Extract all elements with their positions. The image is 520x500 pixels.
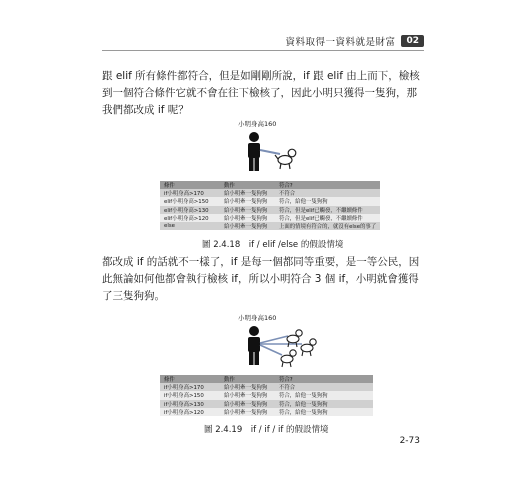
table-row	[160, 391, 373, 399]
table-cell: elif小明身高>120	[160, 214, 220, 222]
table-cell: 符合，但是elif已觸發，不繼續條件	[275, 206, 380, 214]
table-row	[160, 383, 373, 391]
column-header: 條件	[160, 181, 220, 189]
table-row	[160, 400, 373, 408]
table-row	[160, 197, 380, 205]
table-cell: 給小明牽一隻狗狗	[220, 408, 275, 416]
table-cell: 符合，但是elif已觸發，不繼續條件	[275, 214, 380, 222]
table-cell: 符合，給他一隻狗狗	[275, 391, 373, 399]
figure-title: 小明身高160	[238, 314, 277, 322]
table-cell: if小明身高>150	[160, 391, 220, 399]
dog-icon	[281, 350, 296, 367]
table-cell: if小明身高>170	[160, 189, 220, 197]
table-row	[160, 408, 373, 416]
person-three-dogs-illustration	[240, 324, 320, 368]
table-row	[160, 222, 380, 230]
table-row	[160, 206, 380, 214]
figure-title: 小明身高160	[238, 120, 277, 128]
table-cell: 給小明牽一隻狗狗	[220, 222, 275, 230]
header-divider	[102, 50, 424, 51]
table-cell: 符合，給他一隻狗狗	[275, 400, 373, 408]
table-cell: 給小明牽一隻狗狗	[220, 206, 275, 214]
table-header-row	[160, 181, 380, 189]
person-icon	[248, 132, 260, 171]
table-cell: 上面的情境有符合的，就沒有else的事了	[275, 222, 380, 230]
dog-icon	[275, 149, 296, 169]
table-cell: if小明身高>130	[160, 400, 220, 408]
person-icon	[248, 326, 260, 365]
paragraph-if-explanation: 都改成 if 的話就不一樣了，if 是每一個都同等重要，是一等公民，因此無論如何他都會執行檢核 if，所以小明符合 3 個 if，小明就會獲得了三隻狗狗。	[102, 256, 420, 302]
person-one-dog-illustration	[240, 130, 300, 174]
table-cell: 給小明牽一隻狗狗	[220, 383, 275, 391]
leash-line	[260, 150, 280, 154]
running-header	[285, 34, 424, 48]
leash-line	[260, 336, 288, 343]
leash-line	[260, 345, 282, 355]
column-header: 動作	[220, 181, 275, 189]
column-header: 條件	[160, 375, 220, 383]
table-cell: 不符合	[275, 189, 380, 197]
table-cell: 符合，給他一隻狗狗	[275, 197, 380, 205]
table-cell: 給小明牽一隻狗狗	[220, 400, 275, 408]
table-row	[160, 214, 380, 222]
condition-table	[160, 375, 373, 416]
table-cell: 符合，給他一隻狗狗	[275, 408, 373, 416]
table-cell: 不符合	[275, 383, 373, 391]
column-header: 動作	[220, 375, 275, 383]
table-cell: if小明身高>170	[160, 383, 220, 391]
column-header: 符合?	[275, 181, 380, 189]
table-row	[160, 189, 380, 197]
table-cell: 給小明牽一隻狗狗	[220, 214, 275, 222]
figure-caption: 圖 2.4.18 if / elif /else 的假設情境	[202, 240, 344, 250]
table-cell: 給小明牽一隻狗狗	[220, 391, 275, 399]
table-cell: 給小明牽一隻狗狗	[220, 197, 275, 205]
header-title: 資料取得一資料就是財富	[285, 37, 396, 48]
table-cell: 給小明牽一隻狗狗	[220, 189, 275, 197]
paragraph-elif-explanation: 跟 elif 所有條件都符合，但是如剛剛所說，if 跟 elif 由上而下，檢核到一個符合條件它就不會在往下檢核了，因此小明只獲得一隻狗，那我們都改成 if 呢？	[102, 70, 420, 116]
condition-table	[160, 181, 380, 230]
dog-icon	[301, 339, 316, 356]
table-header-row	[160, 375, 373, 383]
page-number: 2-73	[399, 436, 420, 446]
table-cell: else	[160, 222, 220, 230]
column-header: 符合?	[275, 375, 373, 383]
table-cell: elif小明身高>150	[160, 197, 220, 205]
chapter-badge: 02	[401, 35, 424, 47]
figure-caption: 圖 2.4.19 if / if / if 的假設情境	[204, 425, 329, 435]
table-cell: if小明身高>120	[160, 408, 220, 416]
table-cell: elif小明身高>130	[160, 206, 220, 214]
